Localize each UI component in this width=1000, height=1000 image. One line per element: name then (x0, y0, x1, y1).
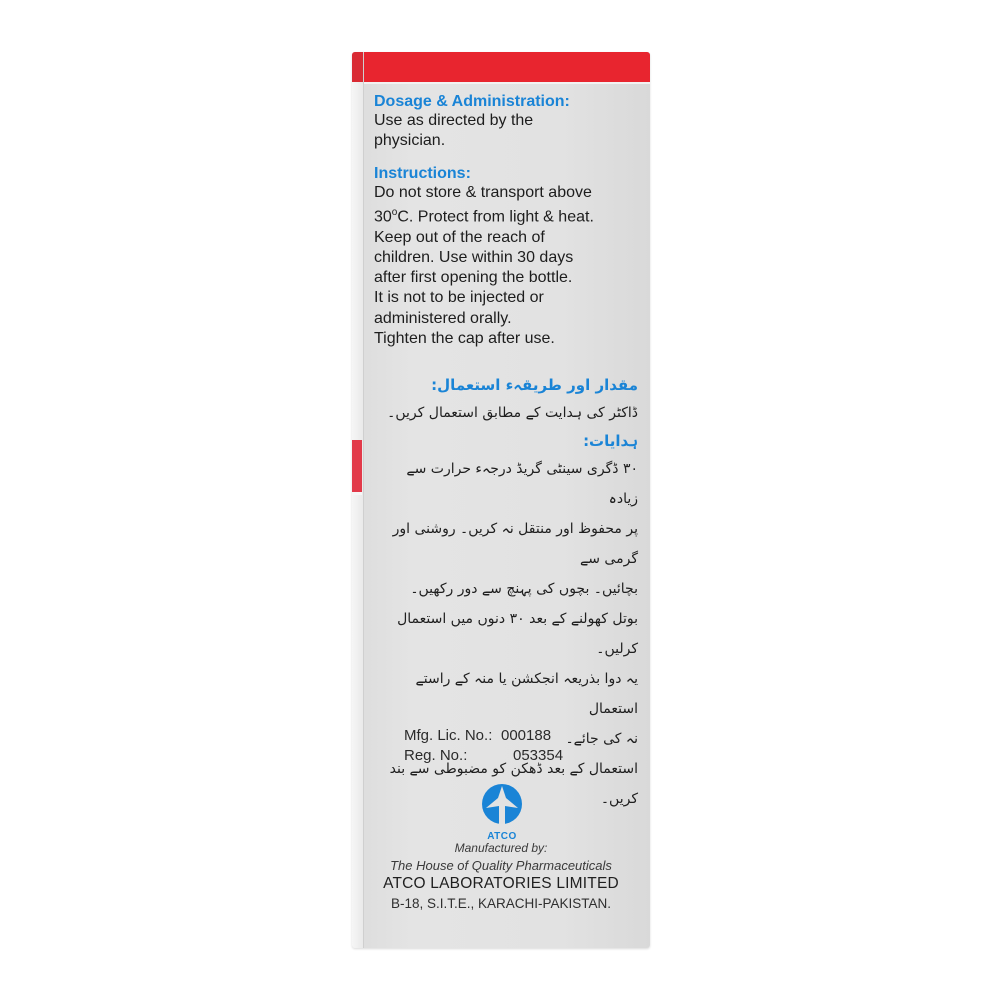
atco-logo-text: ATCO (487, 831, 517, 842)
dosage-line: Use as directed by the (374, 112, 534, 129)
urdu-instruction-line: بوتل کھولنے کے بعد ۳۰ دنوں میں استعمال کرلیں۔ (397, 611, 638, 657)
urdu-dosage-heading: مقدار اور طریقہء استعمال: (431, 376, 638, 394)
flap-red-strip (352, 440, 362, 495)
reg-number-label: Reg. No.: (404, 747, 468, 764)
urdu-instruction-line: نہ کی جائے۔ (565, 731, 638, 747)
side-flap (352, 52, 364, 948)
degree-symbol: o (391, 206, 398, 218)
medicine-box-panel (352, 52, 650, 948)
reg-number-value: 053354 (513, 747, 564, 764)
red-header-band (352, 52, 650, 84)
manufacturer-tagline: The House of Quality Pharmaceuticals (390, 858, 612, 873)
mfg-license-value: 000188 (501, 727, 552, 744)
english-text-block (374, 92, 640, 349)
urdu-instruction-line: بچائیں۔ بچوں کی پہنچ سے دور رکھیں۔ (410, 581, 638, 597)
instruction-line: children. Use within 30 days (374, 248, 574, 266)
manufactured-by-label: Manufactured by: (454, 841, 548, 855)
instruction-line: after first opening the bottle. (374, 269, 573, 287)
urdu-instruction-line: یہ دوا بذریعہ انجکشن یا منہ کے راستے استعمال (415, 671, 638, 717)
urdu-instruction-line: ۳۰ ڈگری سینٹی گریڈ درجہء حرارت سے زیادہ (406, 461, 638, 507)
instruction-line-temperature (374, 203, 640, 228)
mfg-license-row (404, 726, 563, 746)
instruction-line: administered orally. (374, 309, 512, 327)
instruction-line: Keep out of the reach of (374, 228, 545, 246)
flap-red-top (352, 52, 363, 82)
dosage-line: physician. (374, 132, 446, 150)
temperature-value: 30 (374, 208, 392, 226)
reg-number-row (404, 746, 563, 766)
urdu-instruction-line: استعمال کے بعد ڈھکن کو مضبوطی سے بند کریں۔ (389, 761, 638, 807)
dosage-heading: Dosage & Administration: (374, 93, 570, 110)
instruction-line: It is not to be injected or (374, 289, 544, 307)
registration-info (404, 726, 563, 766)
urdu-dosage-line: ڈاکٹر کی ہدایت کے مطابق استعمال کریں۔ (387, 405, 638, 421)
atco-logo (480, 782, 524, 842)
instructions-heading: Instructions: (374, 164, 471, 182)
instruction-line: Tighten the cap after use. (374, 330, 555, 347)
temperature-text: C. Protect from light & heat. (397, 208, 594, 226)
atco-plane-logo-icon (480, 782, 524, 826)
company-name: ATCO LABORATORIES LIMITED (383, 875, 619, 892)
manufacturer-info (352, 840, 650, 913)
instruction-line: Do not store & transport above (374, 183, 592, 201)
mfg-license-label: Mfg. Lic. No.: (404, 727, 493, 744)
company-address: B-18, S.I.T.E., KARACHI-PAKISTAN. (390, 896, 612, 911)
urdu-instructions-heading: ہدایات: (583, 432, 638, 450)
urdu-instruction-line: پر محفوظ اور منتقل نہ کریں۔ روشنی اور گرمی سے (392, 521, 638, 567)
